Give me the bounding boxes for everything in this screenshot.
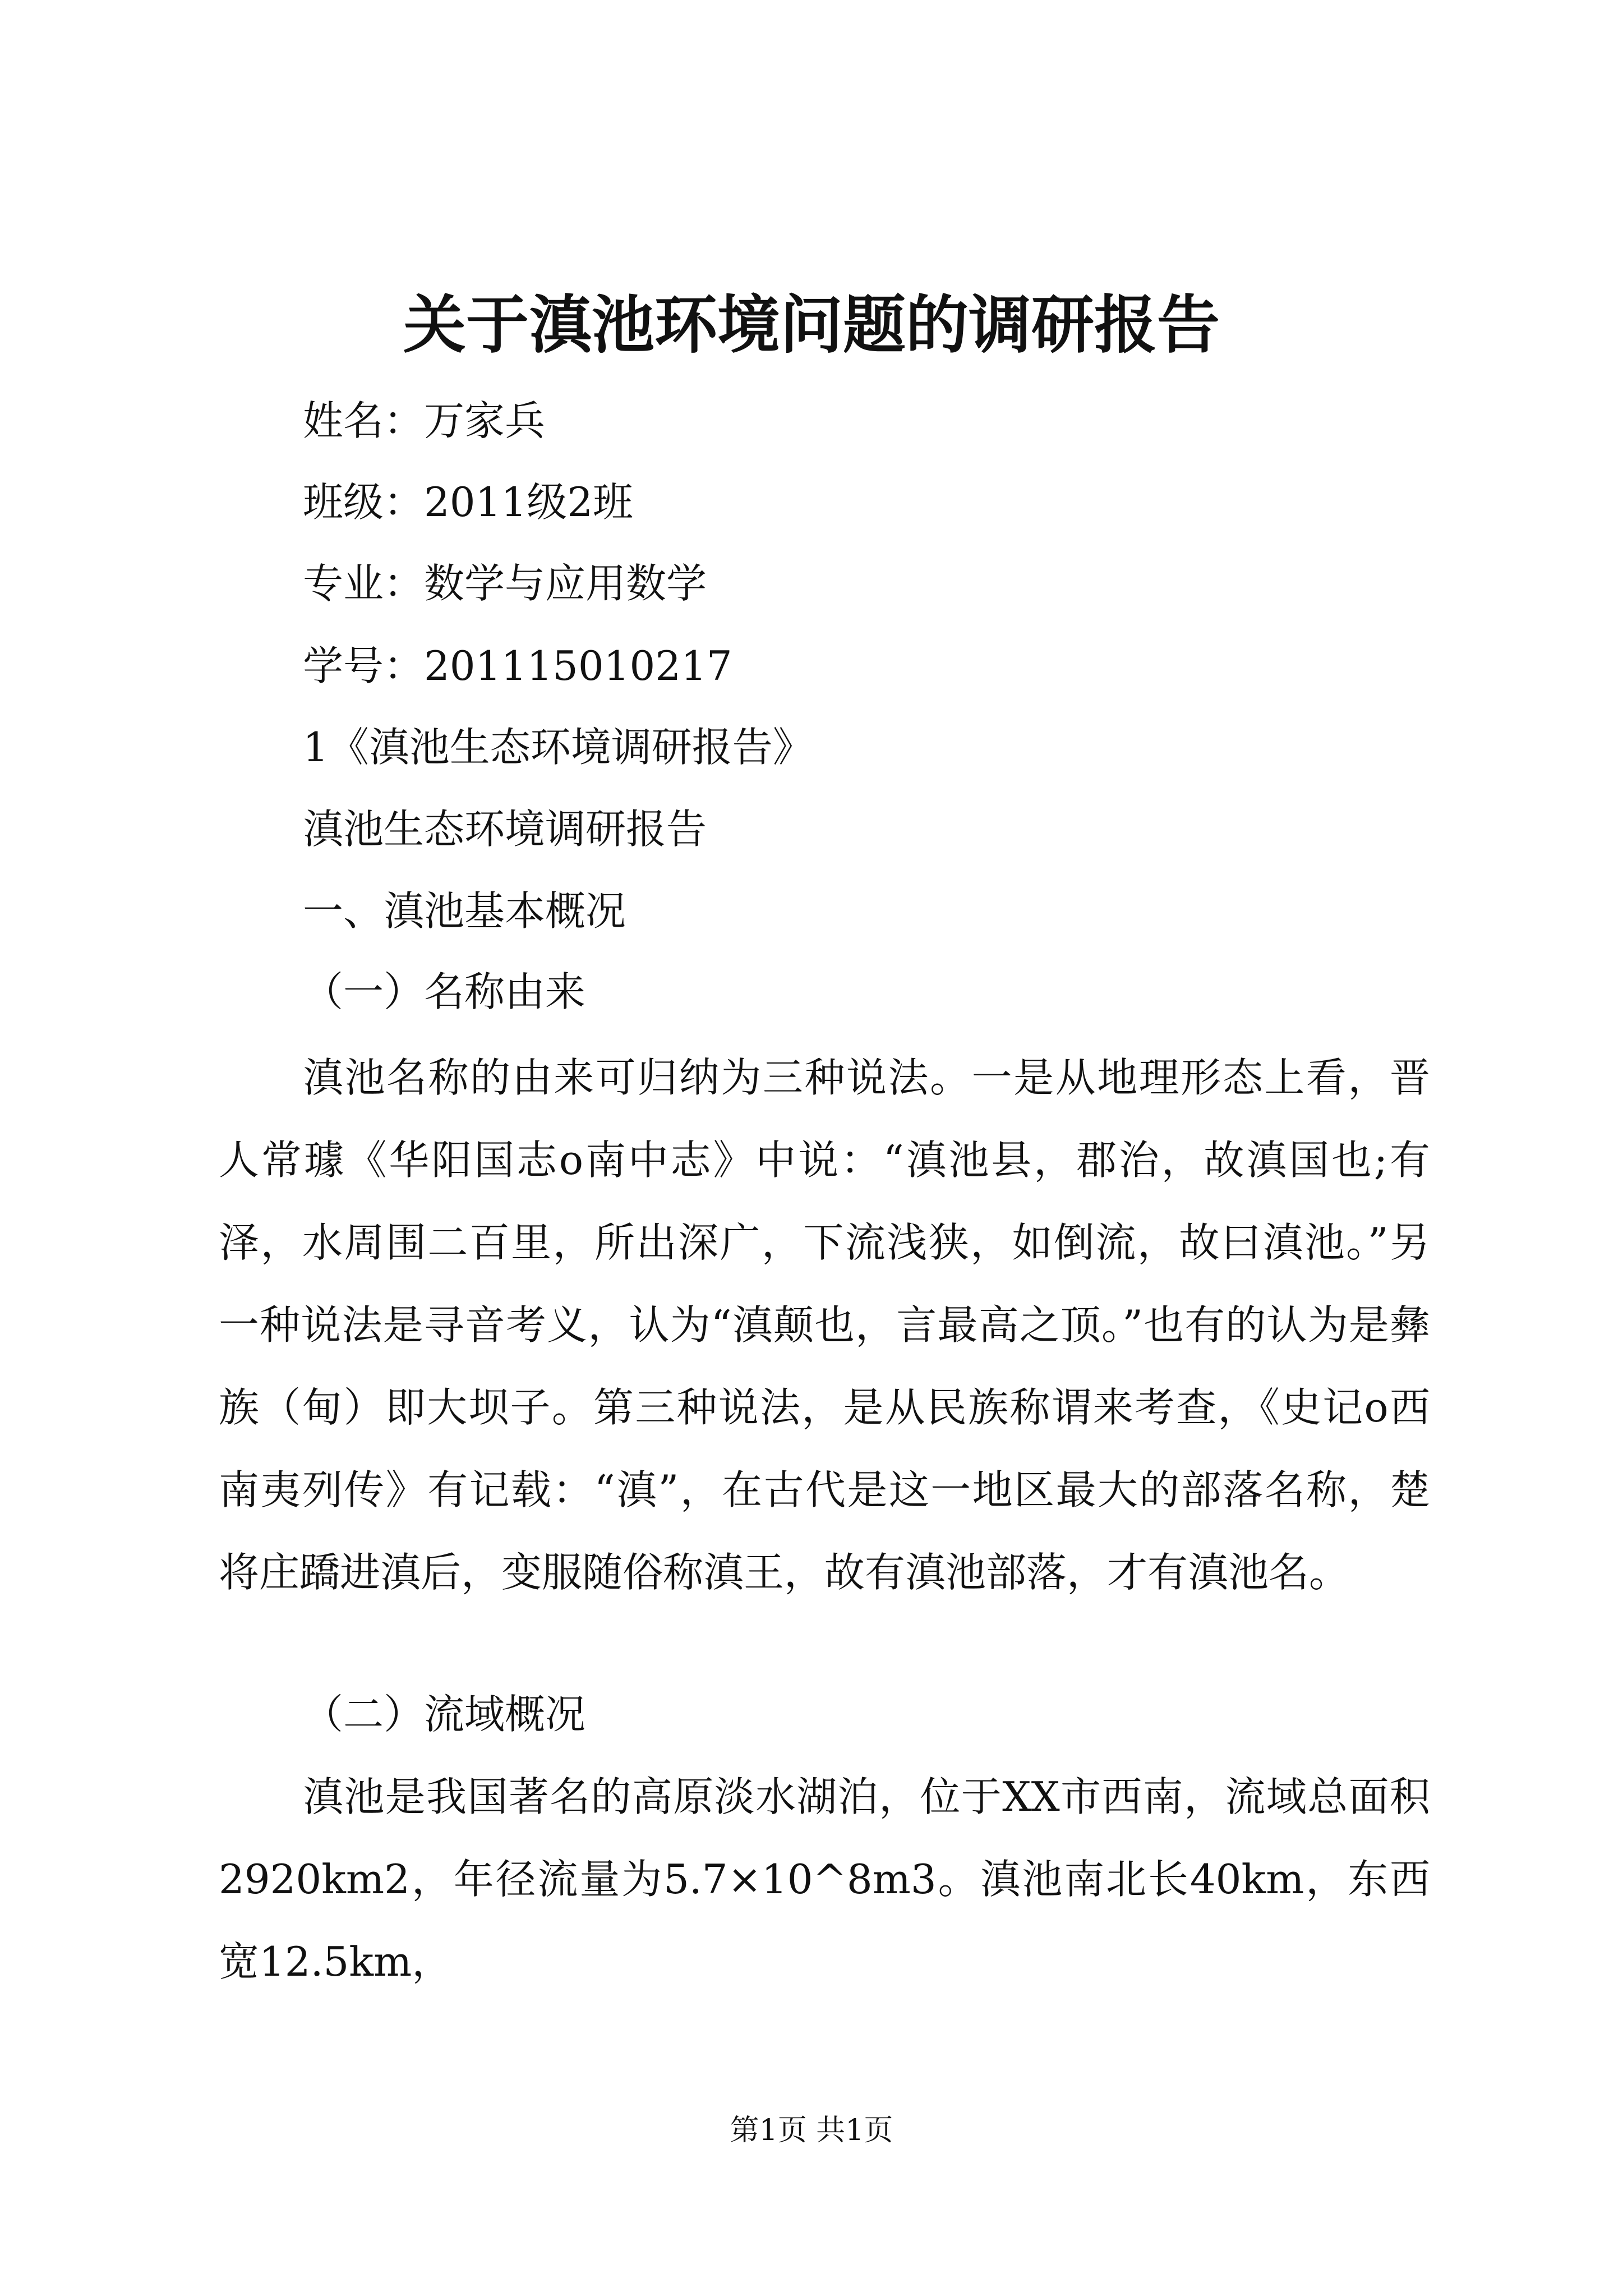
page-footer: 第1页 共1页 bbox=[730, 2114, 893, 2147]
author-class: 班级：2011级2班 bbox=[303, 478, 634, 526]
author-major: 专业：数学与应用数学 bbox=[303, 560, 707, 607]
subsection-heading: （一）名称由来 bbox=[303, 968, 586, 1015]
author-name: 姓名：万家兵 bbox=[303, 397, 546, 444]
body-paragraph: 滇池是我国著名的高原淡水湖泊，位于XX市西南，流域总面积2920km2，年径流量为5.7×10^8m3。滇池南北长40km，东西宽12.5km， bbox=[219, 1773, 1430, 1985]
subsection-heading: （二）流域概况 bbox=[303, 1691, 586, 1738]
report-subtitle: 滇池生态环境调研报告 bbox=[303, 806, 707, 853]
section-heading: 一、滇池基本概况 bbox=[303, 887, 626, 935]
body-paragraph: 滇池名称的由来可归纳为三种说法。一是从地理形态上看，晋人常璩《华阳国志o南中志》中说：“滇池县，郡治，故滇国也;有泽，水周围二百里，所出深广，下流浅狭，如倒流，故曰滇池。”另一种说法是寻音考义，认为“滇颠也，言最高之顶。”也有的认为是彝族（甸）即大坝子。第三种说法，是从民族称谓来考查，《史记o西南夷列传》有记载：“滇”，在古代是这一地区最大的部落名称，楚将庄蹻进滇后，变服随俗称滇王，故有滇池部落，才有滇池名。 bbox=[219, 1054, 1430, 1596]
document-title: 关于滇池环境问题的调研报告 bbox=[403, 288, 1220, 362]
author-student-id: 学号：201115010217 bbox=[303, 642, 732, 689]
section-reference: 1《滇池生态环境调研报告》 bbox=[303, 724, 813, 771]
